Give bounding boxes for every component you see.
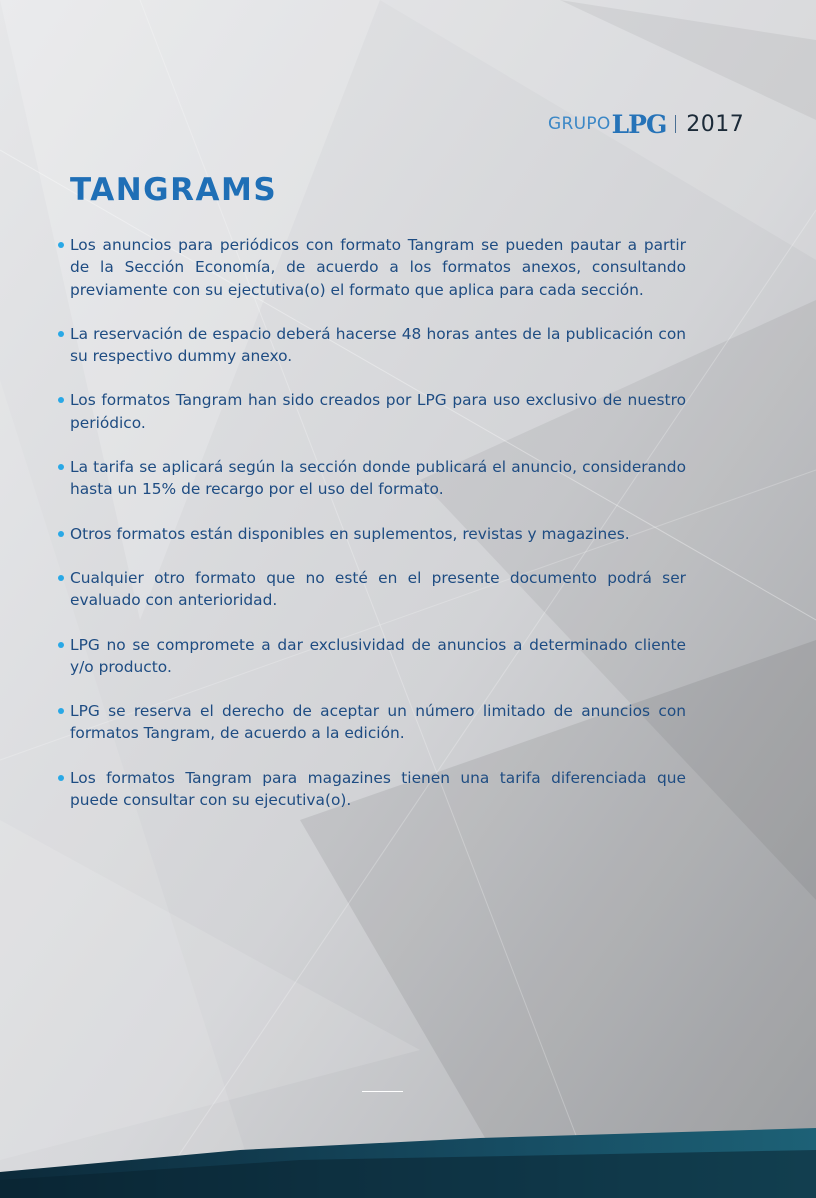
- brand-logo: LPG: [611, 109, 667, 139]
- bullet-icon: [58, 397, 64, 403]
- rule-text: LPG no se compromete a dar exclusividad de anuncios a determinado cliente y/o producto.: [70, 635, 686, 676]
- rule-text: Los formatos Tangram para magazines tienen una tarifa diferenciada que puede consultar con su ejecutiva(o).: [70, 768, 686, 810]
- list-item: [55, 523, 686, 545]
- list-item: [55, 323, 686, 368]
- bullet-icon: [58, 464, 64, 470]
- list-item: [55, 567, 686, 612]
- bullet-icon: [58, 775, 64, 781]
- list-item: [55, 234, 686, 301]
- rule-text: La reservación de espacio deberá hacerse 48 horas antes de la publicación con su respectivo dummy anexo.: [70, 324, 686, 366]
- page-title: TANGRAMS: [70, 172, 278, 208]
- rule-text: Otros formatos están disponibles en suplementos, revistas y magazines.: [70, 524, 630, 543]
- bullet-icon: [58, 531, 64, 537]
- rule-text: Cualquier otro formato que no esté en el presente documento podrá ser evaluado con anterioridad.: [70, 568, 686, 610]
- bullet-icon: [58, 642, 64, 648]
- rule-text: Los formatos Tangram han sido creados por LPG para uso exclusivo de nuestro periódico.: [70, 391, 686, 432]
- list-item: [55, 634, 686, 679]
- brand-divider: [675, 115, 676, 133]
- brand-year: 2017: [686, 111, 745, 137]
- bullet-icon: [58, 331, 64, 337]
- rules-list: [55, 234, 686, 833]
- bullet-icon: [58, 575, 64, 581]
- rule-text: LPG se reserva el derecho de aceptar un número limitado de anuncios con formatos Tangram, de acuerdo a la edición.: [70, 702, 686, 743]
- list-item: [55, 700, 686, 745]
- footer-divider: [362, 1091, 403, 1092]
- brand-prefix: GRUPO: [548, 114, 611, 134]
- list-item: [55, 456, 686, 501]
- list-item: [55, 767, 686, 812]
- list-item: [55, 389, 686, 434]
- brand-header: [548, 108, 744, 140]
- bullet-icon: [58, 242, 64, 248]
- rule-text: La tarifa se aplicará según la sección donde publicará el anuncio, considerando hasta un 15% de recargo por el uso del formato.: [70, 458, 686, 499]
- bullet-icon: [58, 708, 64, 714]
- rule-text: Los anuncios para periódicos con formato Tangram se pueden pautar a partir de la Sección Economía, de acuerdo a los formatos anexos, consultando previamente con su ejectutiva(o) el formato que aplica para cada sección.: [70, 236, 686, 299]
